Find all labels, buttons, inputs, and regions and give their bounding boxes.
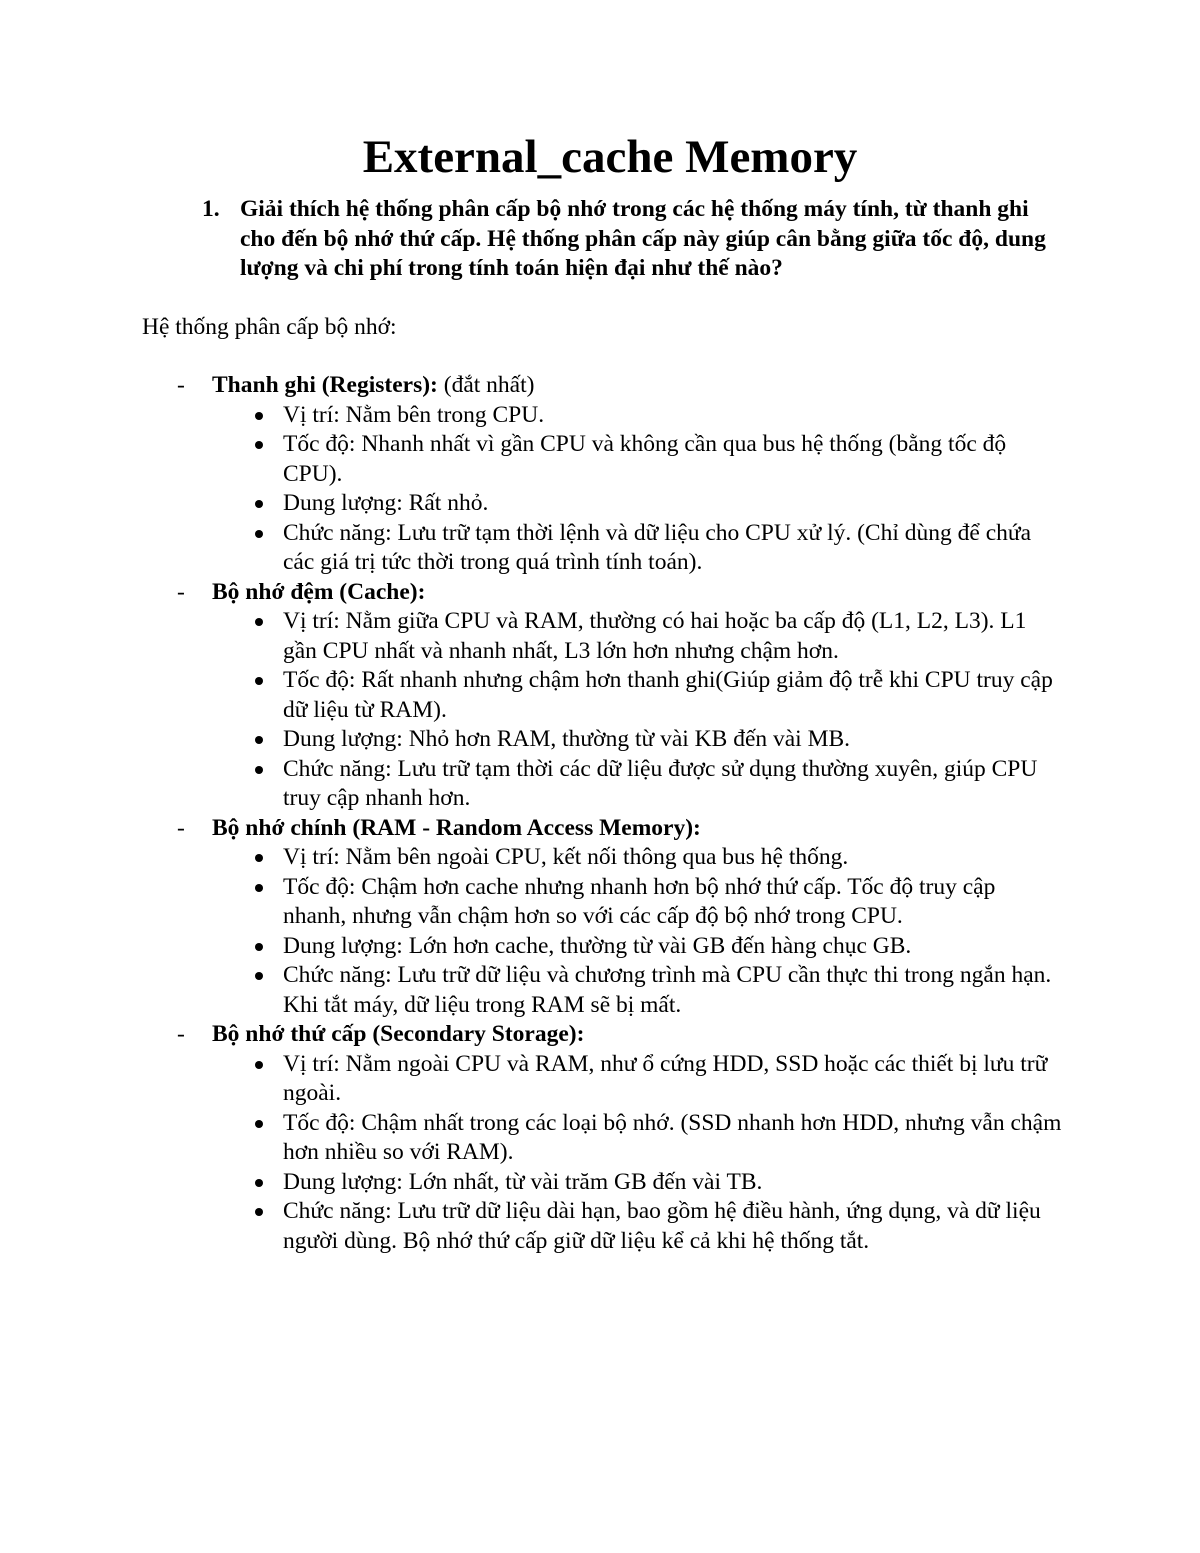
list-item <box>212 725 1062 755</box>
section-heading <box>212 578 1062 608</box>
section-heading <box>212 371 1062 401</box>
bullet-icon <box>255 618 263 626</box>
bullet-list <box>212 401 1062 578</box>
section-heading <box>212 814 1062 844</box>
bullet-icon <box>255 530 263 538</box>
document-title: External_cache Memory <box>362 131 858 183</box>
list-item <box>212 961 1062 1020</box>
document-page <box>142 131 1062 1256</box>
bullet-icon <box>255 1061 263 1069</box>
section-dash: - <box>177 578 185 605</box>
section-heading <box>212 1020 1062 1050</box>
bullet-icon <box>255 1208 263 1216</box>
bullet-text: Tốc độ: Chậm nhất trong các loại bộ nhớ. (SSD nhanh hơn HDD, nhưng vẫn chậm hơn nhiều so với RAM). <box>283 1109 1062 1165</box>
section-heading-note: (đắt nhất) <box>437 372 535 398</box>
bullet-list <box>212 843 1062 1020</box>
bullet-text: Chức năng: Lưu trữ dữ liệu dài hạn, bao gồm hệ điều hành, ứng dụng, và dữ liệu người dùng. Bộ nhớ thứ cấp giữ dữ liệu kể cả khi hệ thống tắt. <box>283 1198 1041 1254</box>
list-item <box>212 1168 1062 1198</box>
list-item <box>212 430 1062 489</box>
bullet-text: Chức năng: Lưu trữ tạm thời lệnh và dữ liệu cho CPU xử lý. (Chỉ dùng để chứa các giá trị tức thời trong quá trình tính toán). <box>283 519 1032 575</box>
list-item <box>212 843 1062 873</box>
section-secondary-storage <box>142 1020 1062 1256</box>
bullet-text: Dung lượng: Lớn hơn cache, thường từ vài GB đến hàng chục GB. <box>283 932 912 959</box>
question-number: 1. <box>202 196 220 222</box>
list-item <box>212 873 1062 932</box>
list-item <box>212 1197 1062 1256</box>
bullet-text: Vị trí: Nằm bên ngoài CPU, kết nối thông qua bus hệ thống. <box>283 844 849 870</box>
section-cache <box>142 578 1062 814</box>
bullet-icon <box>255 884 263 892</box>
section-dash: - <box>177 1021 185 1047</box>
list-item <box>212 1109 1062 1168</box>
bullet-text: Chức năng: Lưu trữ tạm thời các dữ liệu được sử dụng thường xuyên, giúp CPU truy cập nhanh hơn. <box>283 755 1038 811</box>
bullet-text: Dung lượng: Rất nhỏ. <box>283 490 489 516</box>
question-item <box>142 195 1062 284</box>
bullet-text: Tốc độ: Rất nhanh nhưng chậm hơn thanh ghi(Giúp giảm độ trễ khi CPU truy cập dữ liệu từ RAM). <box>283 667 1053 723</box>
bullet-icon <box>255 1120 263 1128</box>
section-dash: - <box>177 372 185 398</box>
bullet-text: Tốc độ: Chậm hơn cache nhưng nhanh hơn bộ nhớ thứ cấp. Tốc độ truy cập nhanh, nhưng vẫn chậm hơn so với các cấp độ bộ nhớ trong CPU. <box>283 873 996 929</box>
list-item <box>212 755 1062 814</box>
bullet-text: Chức năng: Lưu trữ dữ liệu và chương trình mà CPU cần thực thi trong ngắn hạn. Khi tắt máy, dữ liệu trong RAM sẽ bị mất. <box>283 962 1052 1018</box>
bullet-icon <box>255 1179 263 1187</box>
bullet-icon <box>255 412 263 420</box>
bullet-icon <box>255 736 263 744</box>
bullet-icon <box>255 677 263 685</box>
list-item <box>212 519 1062 578</box>
list-item <box>212 1050 1062 1109</box>
section-heading-bold: Bộ nhớ đệm (Cache): <box>212 578 426 605</box>
section-heading-bold: Thanh ghi (Registers): <box>212 372 438 398</box>
intro-text: Hệ thống phân cấp bộ nhớ: <box>142 313 397 340</box>
bullet-list <box>212 607 1062 814</box>
section-dash: - <box>177 814 185 841</box>
list-item <box>212 932 1062 962</box>
bullet-icon <box>255 766 263 774</box>
bullet-text: Vị trí: Nằm bên trong CPU. <box>283 401 545 428</box>
bullet-list <box>212 1050 1062 1257</box>
list-item <box>212 607 1062 666</box>
bullet-icon <box>255 441 263 449</box>
section-registers <box>142 371 1062 578</box>
hierarchy-sections <box>142 371 1062 1256</box>
list-item <box>212 666 1062 725</box>
bullet-icon <box>255 500 263 508</box>
section-main-memory <box>142 814 1062 1021</box>
question-text: Giải thích hệ thống phân cấp bộ nhớ trong các hệ thống máy tính, từ thanh ghi cho đến bộ nhớ thứ cấp. Hệ thống phân cấp này giúp cân bằng giữa tốc độ, dung lượng và chi phí trong tính toán hiện đại như thế nào? <box>240 196 1046 281</box>
list-item <box>212 401 1062 431</box>
bullet-text: Vị trí: Nằm ngoài CPU và RAM, như ổ cứng HDD, SSD hoặc các thiết bị lưu trữ ngoài. <box>283 1050 1048 1106</box>
list-item <box>212 489 1062 519</box>
bullet-text: Tốc độ: Nhanh nhất vì gần CPU và không cần qua bus hệ thống (bằng tốc độ CPU). <box>283 431 1007 487</box>
bullet-icon <box>255 972 263 980</box>
section-heading-bold: Bộ nhớ chính (RAM - Random Access Memory): <box>212 814 701 841</box>
bullet-icon <box>255 943 263 951</box>
bullet-text: Vị trí: Nằm giữa CPU và RAM, thường có hai hoặc ba cấp độ (L1, L2, L3). L1 gần CPU nhất và nhanh nhất, L3 lớn hơn nhưng chậm hơn. <box>283 608 1027 664</box>
bullet-icon <box>255 854 263 862</box>
bullet-text: Dung lượng: Lớn nhất, từ vài trăm GB đến vài TB. <box>283 1168 763 1195</box>
bullet-text: Dung lượng: Nhỏ hơn RAM, thường từ vài KB đến vài MB. <box>283 726 851 752</box>
section-heading-bold: Bộ nhớ thứ cấp (Secondary Storage): <box>212 1021 585 1047</box>
